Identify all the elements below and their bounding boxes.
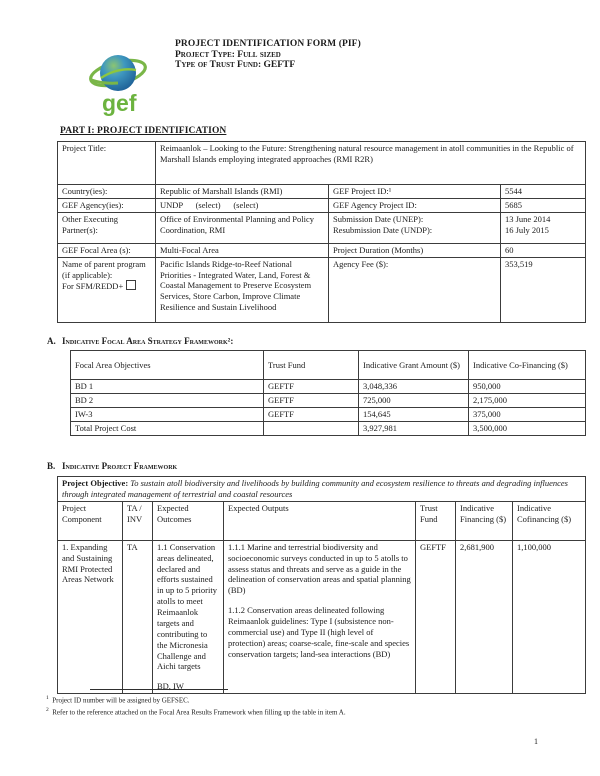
- col-header-outcomes: Expected Outcomes: [153, 501, 224, 540]
- total-cofinancing-cell: 3,500,000: [469, 421, 586, 435]
- objective-cell: BD 1: [71, 380, 264, 394]
- page-number: 1: [534, 737, 538, 746]
- output-paragraph-1: 1.1.1 Marine and terrestrial biodiversity and socioeconomic surveys conducted in up to 5 atolls to assess status and threats and serve as a guide in the delineation of conservation areas and spatial planning (BD): [228, 541, 411, 596]
- sfm-redd-line: [62, 280, 151, 292]
- sfm-redd-checkbox: [126, 280, 136, 290]
- section-b-letter: B.: [47, 461, 56, 471]
- grant-cell: 3,048,336: [359, 380, 469, 394]
- col-header-grant: Indicative Grant Amount ($): [359, 351, 469, 380]
- total-label-cell: Total Project Cost: [71, 421, 264, 435]
- executing-partner-label: Other Executing Partner(s):: [58, 212, 156, 243]
- component-row: [58, 540, 586, 693]
- table-row: [58, 185, 586, 199]
- table-header-row: [71, 351, 586, 380]
- project-title-label: Project Title:: [58, 142, 156, 185]
- footnote-2-text: Refer to the reference attached on the Focal Area Results Framework when filling up the table in item A.: [52, 708, 346, 717]
- table-row: [58, 198, 586, 212]
- table-row: [71, 380, 586, 394]
- country-label: Country(ies):: [58, 185, 156, 199]
- gef-agency-label: GEF Agency(ies):: [58, 198, 156, 212]
- parent-program-value: Pacific Islands Ridge-to-Reef National Priorities - Integrated Water, Land, Forest & Coastal Management to Preserve Ecosystem Services, Store Carbon, Improve Climate Resilience and Sustain Livelihood: [156, 257, 329, 322]
- project-objective-text: To sustain atoll biodiversity and livelihoods by building community and ecosystem resilience to threats and degrading influences through integrated management of terrestrial and coastal resources: [62, 478, 568, 499]
- section-a-title: Indicative Focal Area Strategy Framework²:: [62, 336, 234, 346]
- grant-cell: 154,645: [359, 407, 469, 421]
- cofinancing-cell: 375,000: [469, 407, 586, 421]
- footnote-separator: [90, 689, 228, 690]
- focal-area-table: [70, 350, 586, 436]
- col-header-financing: Indicative Financing ($): [456, 501, 513, 540]
- focal-area-label: GEF Focal Area (s):: [58, 243, 156, 257]
- table-row: [71, 407, 586, 421]
- outcome-paragraph-2: BD, IW: [157, 681, 184, 692]
- duration-value: 60: [501, 243, 586, 257]
- ta-inv-cell: TA: [123, 540, 153, 693]
- col-header-trust-fund: Trust Fund: [416, 501, 456, 540]
- duration-label: Project Duration (Months): [329, 243, 501, 257]
- table-row: [58, 257, 586, 322]
- objective-cell: BD 2: [71, 393, 264, 407]
- section-b-heading: [47, 461, 177, 471]
- col-header-ta-inv: TA / INV: [123, 501, 153, 540]
- grant-cell: 725,000: [359, 393, 469, 407]
- project-objective-cell: [58, 477, 586, 502]
- col-header-component: Project Component: [58, 501, 123, 540]
- trust-fund-line: Type of Trust Fund: GEFTF: [175, 60, 296, 71]
- parent-program-label-line1: Name of parent program: [62, 258, 146, 269]
- total-grant-cell: 3,927,981: [359, 421, 469, 435]
- fund-cell: GEFTF: [264, 380, 359, 394]
- fund-cell: GEFTF: [264, 393, 359, 407]
- col-header-cofinancing: Indicative Co-Financing ($): [469, 351, 586, 380]
- objective-cell: IW-3: [71, 407, 264, 421]
- submission-date-label: Submission Date (UNEP):: [333, 213, 424, 224]
- footnote-1: [46, 694, 561, 706]
- parent-program-label-line2: (if applicable):: [62, 269, 113, 280]
- gef-globe-icon: [85, 49, 153, 119]
- sfm-redd-label: For SFM/REDD+: [62, 281, 124, 292]
- gef-logo-text: gef: [102, 90, 137, 116]
- col-header-objectives: Focal Area Objectives: [71, 351, 264, 380]
- resubmission-date-label: Resubmission Date (UNDP):: [333, 224, 433, 235]
- cofinancing-cell: 2,175,000: [469, 393, 586, 407]
- submission-dates-labels: [329, 212, 501, 243]
- footnote-2-marker: 2: [46, 706, 49, 713]
- component-cell: 1. Expanding and Sustaining RMI Protected Areas Network: [58, 540, 123, 693]
- gef-project-id-label: GEF Project ID:¹: [329, 185, 501, 199]
- parent-program-label: [58, 257, 156, 322]
- submission-dates-values: [501, 212, 586, 243]
- table-row: [71, 393, 586, 407]
- section-b-title: Indicative Project Framework: [62, 461, 178, 471]
- executing-partner-value: Office of Environmental Planning and Policy Coordination, RMI: [156, 212, 329, 243]
- agency-project-id-label: GEF Agency Project ID:: [329, 198, 501, 212]
- project-identification-table: [57, 141, 586, 323]
- agency-project-id-value: 5685: [501, 198, 586, 212]
- project-objective-label: Project Objective:: [62, 478, 129, 488]
- agency-fee-label: Agency Fee ($):: [329, 257, 501, 322]
- agency-fee-value: 353,519: [501, 257, 586, 322]
- part1-heading: PART I: PROJECT IDENTIFICATION: [60, 126, 227, 136]
- fund-cell: GEFTF: [416, 540, 456, 693]
- financing-cell: 2,681,900: [456, 540, 513, 693]
- expected-outputs-cell: [224, 540, 416, 693]
- col-header-trust-fund: Trust Fund: [264, 351, 359, 380]
- table-total-row: [71, 421, 586, 435]
- project-framework-table: [57, 476, 586, 694]
- section-a-letter: A.: [47, 336, 56, 346]
- document-title-block: [175, 39, 475, 71]
- col-header-outputs: Expected Outputs: [224, 501, 416, 540]
- footnotes: [46, 694, 561, 718]
- gef-project-id-value: 5544: [501, 185, 586, 199]
- country-value: Republic of Marshall Islands (RMI): [156, 185, 329, 199]
- footnote-2: [46, 706, 561, 718]
- total-fund-cell: [264, 421, 359, 435]
- gef-logo: [85, 49, 153, 119]
- expected-outcomes-cell: [153, 540, 224, 693]
- fund-cell: GEFTF: [264, 407, 359, 421]
- output-paragraph-2: 1.1.2 Conservation areas delineated following Reimaanlok guidelines: Type I (subsistence non-commercial use) and Type II (high level of protection) areas; coarse-scale, fine-scale and species conservation targets; land-sea interactions (BD): [228, 605, 410, 659]
- section-a-heading: [47, 336, 233, 346]
- submission-date-value: 13 June 2014: [505, 213, 551, 224]
- cofinancing-cell: 1,100,000: [513, 540, 586, 693]
- focal-area-value: Multi-Focal Area: [156, 243, 329, 257]
- table-row: [58, 142, 586, 185]
- table-row: [58, 212, 586, 243]
- outcome-paragraph-1: 1.1 Conservation areas delineated, declared and efforts sustained in up to 5 priority atolls to meet Reimaanlok targets and contributing to the Micronesia Challenge and Aichi targets: [157, 541, 217, 672]
- cofinancing-cell: 950,000: [469, 380, 586, 394]
- table-row: [58, 243, 586, 257]
- resubmission-date-value: 16 July 2015: [505, 224, 549, 235]
- project-type-line: Project Type: Full sized: [175, 49, 281, 60]
- footnote-1-text: Project ID number will be assigned by GEFSEC.: [52, 696, 190, 705]
- objective-row: [58, 477, 586, 502]
- document-title: PROJECT IDENTIFICATION FORM (PIF): [175, 39, 361, 49]
- project-title-value: Reimaanlok – Looking to the Future: Strengthening natural resource management in atoll communities in the Republic of Marshall Islands employing integrated approaches (RMI R2R): [156, 142, 586, 185]
- footnote-1-marker: 1: [46, 695, 49, 701]
- table-header-row: [58, 501, 586, 540]
- gef-agency-value: UNDP (select) (select): [156, 198, 329, 212]
- col-header-cofinancing: Indicative Cofinancing ($): [513, 501, 586, 540]
